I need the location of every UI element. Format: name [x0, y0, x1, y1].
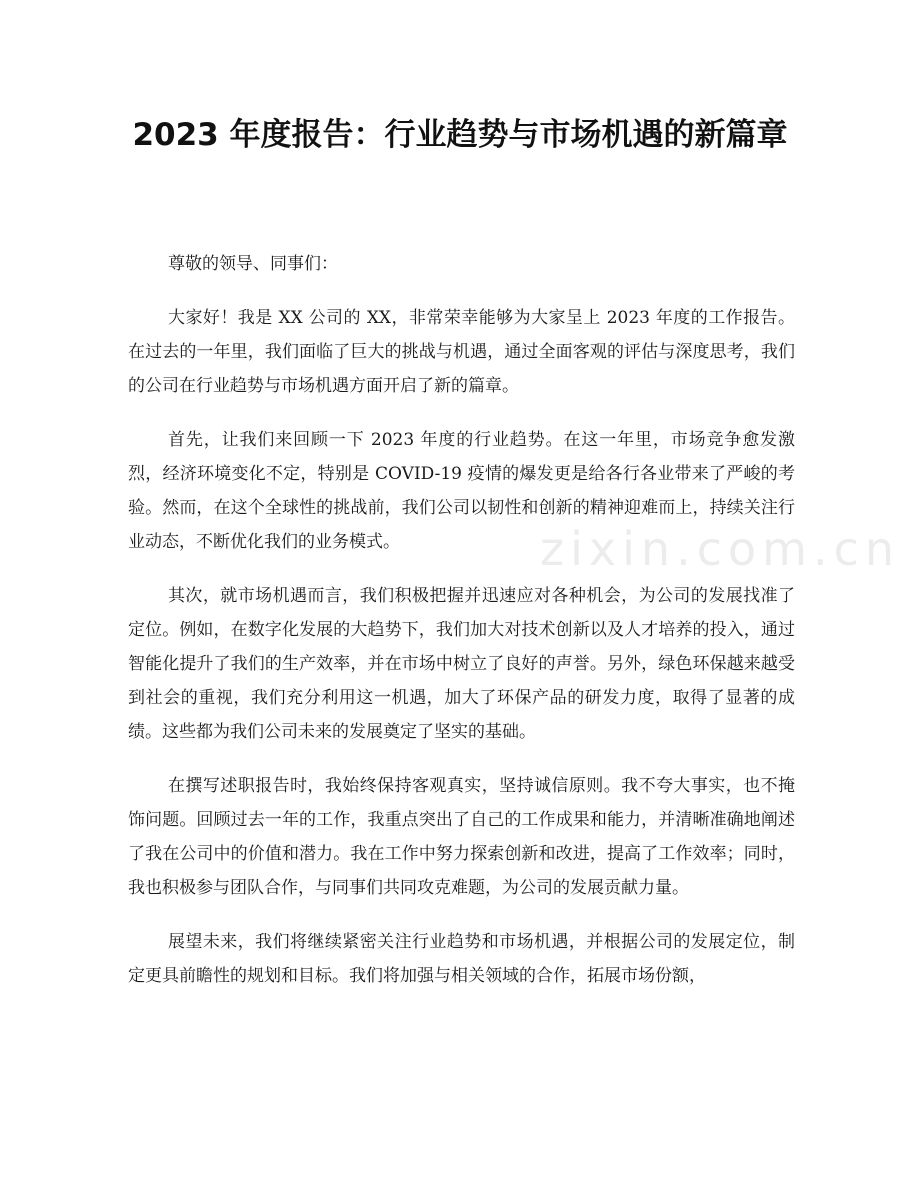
paragraph-outlook: 展望未来，我们将继续紧密关注行业趋势和市场机遇，并根据公司的发展定位，制定更具前瞻性的规划和目标。我们将加强与相关领域的合作，拓展市场份额， [128, 932, 795, 986]
paragraph-intro: 大家好！我是 XX 公司的 XX，非常荣幸能够为大家呈上 2023 年度的工作报告。在过去的一年里，我们面临了巨大的挑战与机遇，通过全面客观的评估与深度思考，我们的公司在行业趋势与市场机遇方面开启了新的篇章。 [128, 308, 795, 396]
paragraph-self-review: 在撰写述职报告时，我始终保持客观真实，坚持诚信原则。我不夸大事实，也不掩饰问题。回顾过去一年的工作，我重点突出了自己的工作成果和能力，并清晰准确地阐述了我在公司中的价值和潜力。我在工作中努力探索创新和改进，提高了工作效率；同时，我也积极参与团队合作，与同事们共同攻克难题，为公司的发展贡献力量。 [128, 776, 795, 898]
paragraph-market-opportunities: 其次，就市场机遇而言，我们积极把握并迅速应对各种机会，为公司的发展找准了定位。例如，在数字化发展的大趋势下，我们加大对技术创新以及人才培养的投入，通过智能化提升了我们的生产效率，并在市场中树立了良好的声誉。另外，绿色环保越来越受到社会的重视，我们充分利用这一机遇，加大了环保产品的研发力度，取得了显著的成绩。这些都为我们公司未来的发展奠定了坚实的基础。 [128, 586, 795, 742]
document-body [128, 247, 795, 1013]
document-title: 2023 年度报告：行业趋势与市场机遇的新篇章 [132, 117, 788, 153]
watermark: zixin.com.cn [540, 522, 901, 576]
salutation: 尊敬的领导、同事们： [168, 254, 338, 274]
paragraph-industry-trends: 首先，让我们来回顾一下 2023 年度的行业趋势。在这一年里，市场竞争愈发激烈，经济环境变化不定，特别是 COVID-19 疫情的爆发更是给各行各业带来了严峻的考验。然而，在这个全球性的挑战前，我们公司以韧性和创新的精神迎难而上，持续关注行业动态，不断优化我们的业务模式。 [128, 430, 795, 552]
